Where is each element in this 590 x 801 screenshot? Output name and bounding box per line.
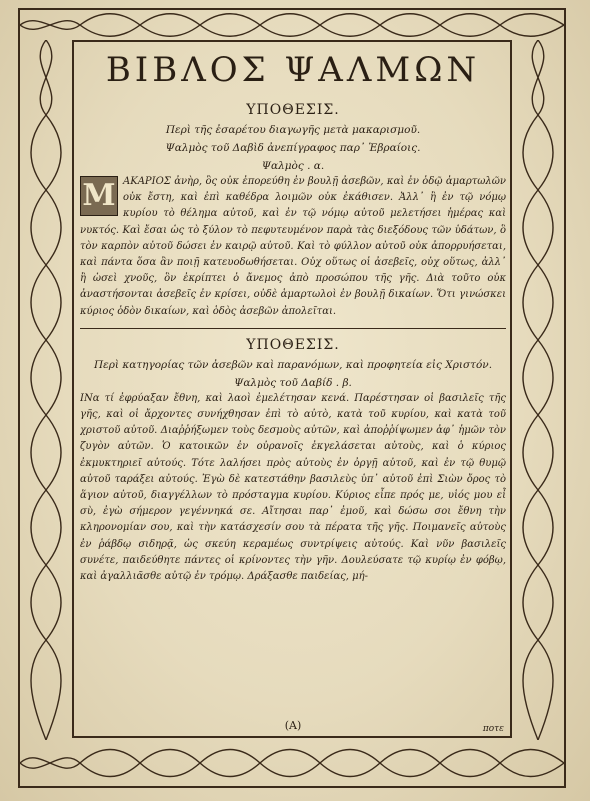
argument-2: Περὶ κατηγορίας τῶν ἀσεβῶν καὶ παρανόμων, καὶ προφητεία εἰς Χριστόν. xyxy=(93,358,493,371)
psalm-title-1: Ψαλμὸς τοῦ Δαβὶδ ἀνεπίγραφος παρ᾽ Ἑβραίοις. xyxy=(165,142,421,154)
hypothesis-heading-1: ΥΠΟΘΕΣΙΣ. xyxy=(246,102,340,118)
psalm-1-body: ΑΚΑΡΙΟΣ ἀνὴρ, ὃς οὐκ ἐπορεύθη ἐν βουλῇ ἀσεβῶν, καὶ ἐν ὁδῷ ἁμαρτωλῶν οὐκ ἔστη, καὶ ἐπὶ καθέδρα λοιμῶν οὐκ ἐκάθισεν. Ἀλλ᾽ ἢ ἐν τῷ νόμῳ κυρίου τὸ θέλημα αὐτοῦ, καὶ ἐν τῷ νόμῳ αὐτοῦ μελετήσει ἡμέρας καὶ νυκτός. Καὶ ἔσαι ὡς τὸ ξύλον τὸ πεφυτευμένον παρὰ τὰς διεξόδους τῶν ὑδάτων, ὃ τὸν καρπὸν αὐτοῦ δώσει ἐν καιρῷ αὐτοῦ. Καὶ τὸ φύλλον αὐτοῦ οὐκ ἀπορρυήσεται, καὶ πάντα ὅσα ἂν ποιῇ κατευοδωθήσεται. Οὐχ οὕτως οἱ ἀσεβεῖς, οὐχ οὕτως, ἀλλ᾽ ἢ ὡσεὶ χνοῦς, ὃν ἐκρίπτει ὁ ἄνεμος ἀπὸ προσώπου τῆς γῆς. Διὰ τοῦτο οὐκ ἀναστήσονται ἀσεβεῖς ἐν κρίσει, οὐδὲ ἁμαρτωλοὶ ἐν βουλῇ δικαίων. Ὅτι γινώσκει κύριος ὁδὸν δικαίων, καὶ ὁδὸς ἀσεβῶν ἀπολεῖται. xyxy=(80,176,506,317)
psalm-number-1: Ψαλμὸς . α. xyxy=(261,160,325,172)
catchword: ποτε xyxy=(482,724,504,734)
psalm-number-2: Ψαλμὸς τοῦ Δαβίδ . β. xyxy=(234,376,352,389)
signature-mark: (A) xyxy=(284,719,302,732)
book-title: ΒΙΒΛΟΣ ΨΑΛΜΩΝ xyxy=(105,50,481,90)
section-divider xyxy=(80,328,506,329)
psalm-2-text: ΙΝα τί ἐφρύαξαν ἔθνη, καὶ λαοὶ ἐμελέτησαν κενά. Παρέστησαν οἱ βασιλεῖς τῆς γῆς, καὶ οἱ ἄρχοντες συνήχθησαν ἐπὶ τὸ αὐτὸ, κατὰ τοῦ κυρίου, καὶ κατὰ τοῦ χριστοῦ αὐτοῦ. Διαῤῥήξωμεν τοὺς δεσμοὺς αὐτῶν, καὶ ἀποῤῥίψωμεν ἀφ᾽ ἡμῶν τὸν ζυγὸν αὐτῶν. Ὁ κατοικῶν ἐν οὐρανοῖς ἐκγελάσεται αὐτοὺς, καὶ ὁ κύριος ἐκμυκτηριεῖ αὐτούς. Τότε λαλήσει πρὸς αὐτοὺς ἐν ὀργῇ αὐτοῦ, καὶ ἐν τῷ θυμῷ αὐτοῦ ταράξει αὐτούς. Ἐγὼ δὲ κατεστάθην βασιλεὺς ὑπ᾽ αὐτοῦ ἐπὶ Σιὼν ὄρος τὸ ἅγιον αὐτοῦ, διαγγέλλων τὸ πρόσταγμα κυρίου. Κύριος εἶπε πρός με, υἱός μου εἶ σὺ, ἐγὼ σήμερον γεγέννηκά σε. Αἴτησαι παρ᾽ ἐμοῦ, καὶ δώσω σοι ἔθνη τὴν κληρονομίαν σου, καὶ τὴν κατάσχεσίν σου τὰ πέρατα τῆς γῆς. Ποιμανεῖς αὐτοὺς ἐν ῥάβδῳ σιδηρᾷ, ὡς σκεύη κεραμέως συντρίψεις αὐτούς. Καὶ νῦν βασιλεῖς συνέτε, παιδεύθητε πάντες οἱ κρίνοντες τὴν γῆν. Δουλεύσατε τῷ κυρίῳ ἐν φόβῳ, καὶ ἀγαλλιᾶσθε αὐτῷ ἐν τρόμῳ. Δράξασθε παιδείας, μή- xyxy=(80,392,506,583)
hypothesis-heading-2: ΥΠΟΘΕΣΙΣ. xyxy=(246,336,340,353)
psalm-1-text xyxy=(80,174,506,320)
decorated-initial-icon: Μ xyxy=(80,176,118,216)
text-block xyxy=(80,44,506,734)
argument-1: Περὶ τῆς ἐσαρέτου διαγωγῆς μετὰ μακαρισμοῦ. xyxy=(165,124,421,136)
